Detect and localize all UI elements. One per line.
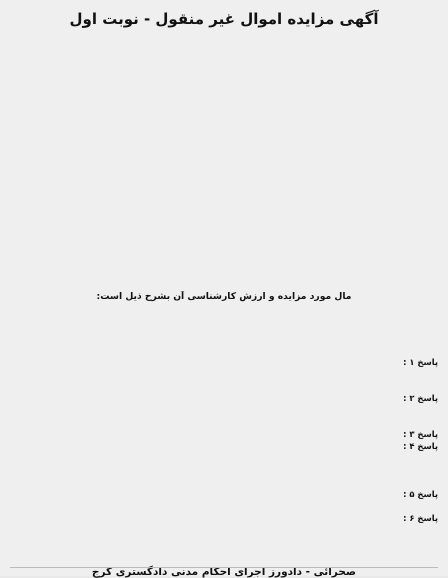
intro-paragraph <box>10 34 438 290</box>
clause-number: پاسخ ۱ : <box>403 357 438 367</box>
signature-line: صحرائی - دادورز اجرای احکام مدنی دادگستری کرج <box>91 566 357 578</box>
clause-number: پاسخ ۴ : <box>403 441 438 451</box>
clause-3 <box>10 428 438 440</box>
registry-paragraph <box>10 306 438 356</box>
property-headline: مال مورد مزایده و ارزش کارشناسی آن بشرح ذیل است: <box>96 291 352 302</box>
bottom-divider <box>10 567 438 568</box>
clause-number: پاسخ ۲ : <box>403 393 438 403</box>
notice-body <box>10 34 438 560</box>
clause-number: پاسخ ۵ : <box>403 489 438 499</box>
clause-4 <box>10 440 438 488</box>
clause-1 <box>10 356 438 392</box>
clause-2 <box>10 392 438 428</box>
clause-number: پاسخ ۳ : <box>403 429 438 439</box>
clause-5 <box>10 488 438 512</box>
clause-number: پاسخ ۶ : <box>403 513 438 523</box>
clause-6 <box>10 512 438 560</box>
notice-title: آگهی مزایده اموال غیر منقول - نوبت اول <box>69 10 379 28</box>
